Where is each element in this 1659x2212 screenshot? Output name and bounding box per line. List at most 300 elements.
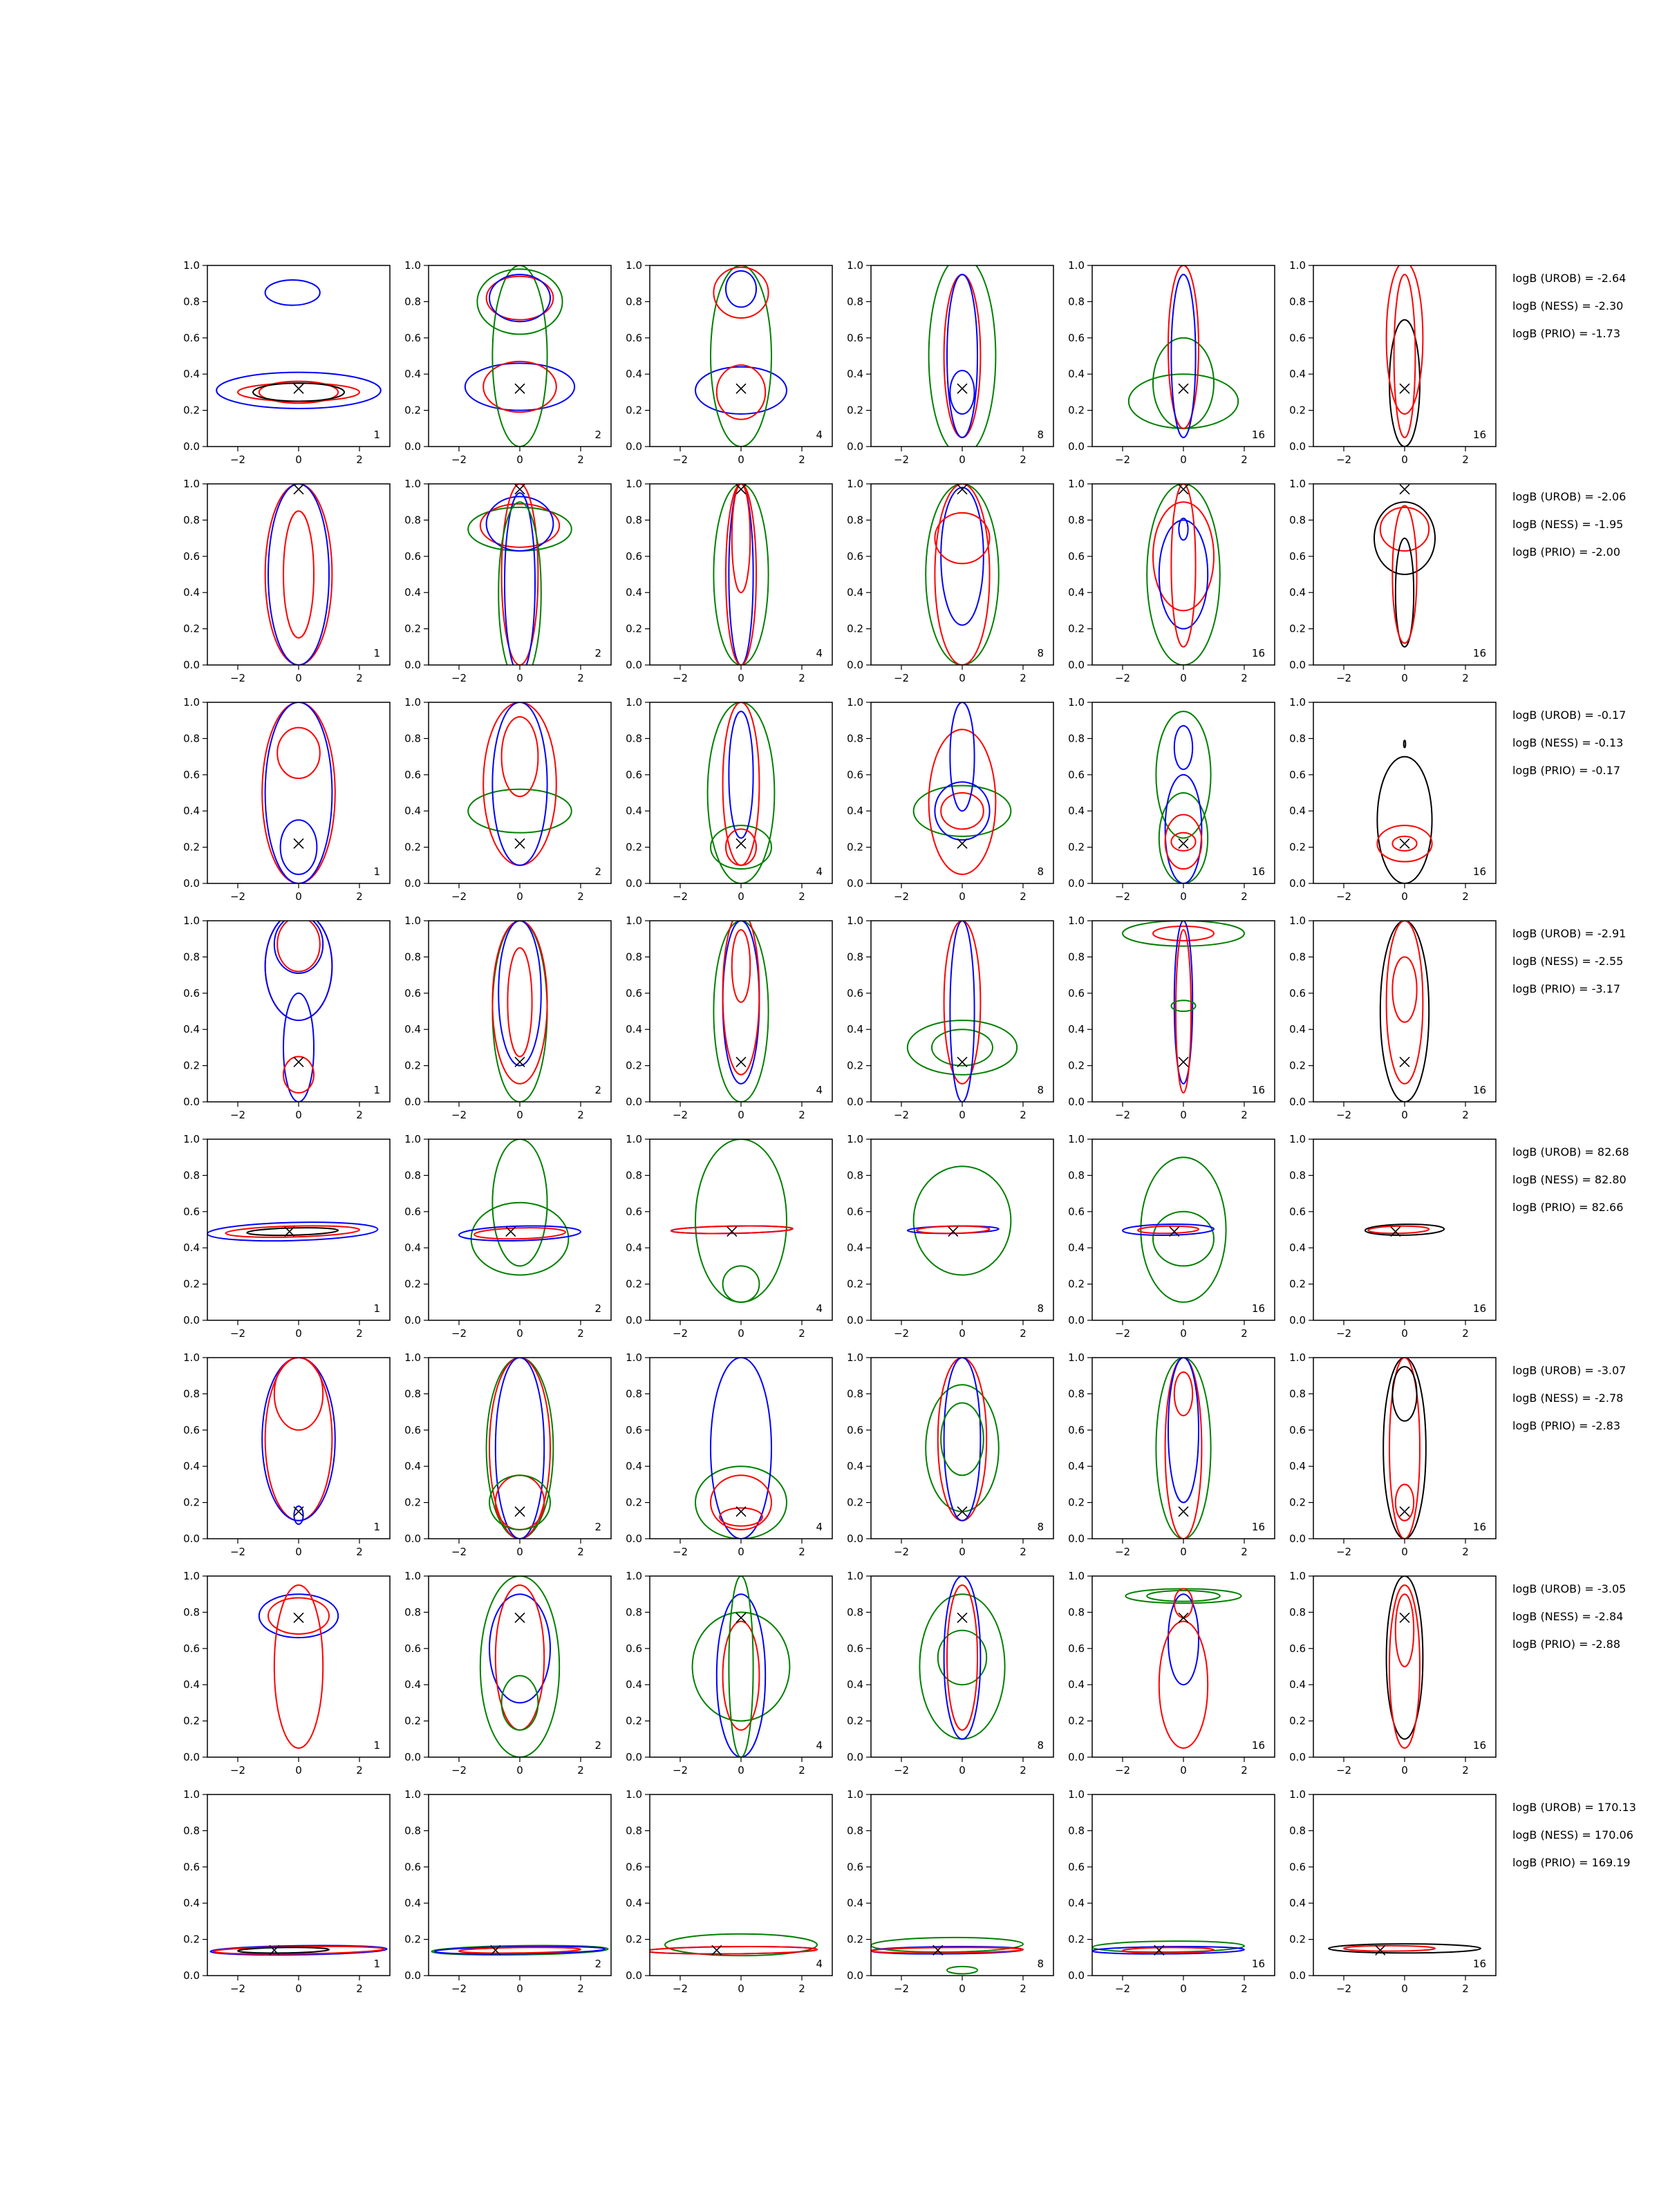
x-tick-label: −2 xyxy=(893,1327,910,1340)
x-tick-label: 2 xyxy=(798,672,805,684)
panel-r7-c5 xyxy=(1068,1570,1275,1777)
y-tick-label: 1.0 xyxy=(1289,1133,1306,1145)
y-tick-label: 0.6 xyxy=(183,1860,200,1873)
panel-count-label: 1 xyxy=(373,429,380,441)
panel-count-label: 16 xyxy=(1472,429,1486,441)
y-tick-label: 0.2 xyxy=(1289,404,1306,417)
red-contour xyxy=(726,484,756,665)
red-contour xyxy=(723,912,760,1075)
y-tick-label: 0.8 xyxy=(1289,1387,1306,1400)
panel-count-label: 1 xyxy=(373,1521,380,1533)
x-tick-label: 2 xyxy=(1020,1327,1027,1340)
true-value-marker xyxy=(948,1227,958,1237)
y-tick-label: 0.2 xyxy=(183,1059,200,1072)
y-tick-label: 0.2 xyxy=(1068,1059,1085,1072)
true-value-marker xyxy=(1400,384,1409,393)
y-tick-label: 0.4 xyxy=(847,586,863,599)
true-value-marker xyxy=(1376,1945,1385,1955)
panel-count-label: 1 xyxy=(373,1084,380,1096)
red-contour xyxy=(274,1358,323,1430)
panel-count-label: 4 xyxy=(816,1739,823,1752)
true-value-marker xyxy=(1179,1507,1188,1517)
logb-label: logB (NESS) = 82.80 xyxy=(1512,1173,1627,1186)
red-contour xyxy=(502,717,538,796)
y-tick-label: 0.2 xyxy=(1068,1496,1085,1509)
contour-group xyxy=(908,1166,1011,1275)
x-tick-label: −2 xyxy=(1114,1109,1131,1121)
y-tick-label: 0.6 xyxy=(1068,1860,1085,1873)
y-tick-label: 0.6 xyxy=(626,1423,642,1436)
x-tick-label: 2 xyxy=(798,453,805,466)
blue-contour xyxy=(1123,1224,1214,1236)
x-tick-label: 0 xyxy=(295,453,302,466)
y-tick-label: 0.0 xyxy=(1068,1533,1085,1545)
green-contour xyxy=(1147,1591,1220,1602)
y-tick-label: 0.0 xyxy=(847,659,863,671)
blue-contour xyxy=(1168,1358,1199,1503)
red-contour xyxy=(720,1508,762,1526)
y-tick-label: 0.8 xyxy=(1068,1824,1085,1837)
y-tick-label: 0.6 xyxy=(404,768,421,781)
contour-group xyxy=(262,702,335,883)
true-value-marker xyxy=(1400,1613,1409,1622)
y-tick-label: 0.0 xyxy=(1289,1314,1306,1327)
y-tick-label: 0.6 xyxy=(626,1860,642,1873)
y-tick-label: 1.0 xyxy=(183,478,200,490)
panel-count-label: 8 xyxy=(1037,1958,1044,1970)
panel-r6-c1 xyxy=(183,1351,390,1558)
panel-r2-c5 xyxy=(1068,478,1275,684)
y-tick-label: 0.0 xyxy=(183,1533,200,1545)
contour-group xyxy=(1156,711,1210,883)
x-tick-label: −2 xyxy=(1335,453,1352,466)
y-tick-label: 0.6 xyxy=(626,331,642,344)
x-tick-label: 2 xyxy=(356,890,363,903)
x-tick-label: −2 xyxy=(229,890,246,903)
y-tick-label: 1.0 xyxy=(847,696,863,709)
y-tick-label: 0.0 xyxy=(626,1314,642,1327)
contour-group xyxy=(1329,1944,1481,1953)
y-tick-label: 0.8 xyxy=(847,732,863,745)
logb-label: logB (PRIO) = -2.00 xyxy=(1512,545,1620,559)
y-tick-label: 0.8 xyxy=(626,514,642,527)
panel-count-label: 1 xyxy=(373,1958,380,1970)
y-tick-label: 0.6 xyxy=(1068,331,1085,344)
y-tick-label: 1.0 xyxy=(1289,1570,1306,1582)
green-contour xyxy=(723,1266,760,1302)
y-tick-label: 0.0 xyxy=(1068,877,1085,890)
y-tick-label: 0.0 xyxy=(183,1314,200,1327)
logb-label: logB (PRIO) = -2.88 xyxy=(1512,1638,1620,1651)
y-tick-label: 0.6 xyxy=(1068,1423,1085,1436)
panel-r1-c3 xyxy=(626,259,832,466)
y-tick-label: 0.8 xyxy=(404,732,421,745)
y-tick-label: 0.6 xyxy=(1068,986,1085,1000)
blue-contour xyxy=(1159,520,1208,628)
x-tick-label: 0 xyxy=(738,1109,744,1121)
x-tick-label: 2 xyxy=(798,1546,805,1558)
y-tick-label: 0.8 xyxy=(1068,950,1085,964)
blue-contour xyxy=(207,1220,378,1243)
panel-r2-c1 xyxy=(183,478,390,684)
y-tick-label: 0.8 xyxy=(1289,950,1306,964)
y-tick-label: 1.0 xyxy=(404,259,421,272)
y-tick-label: 0.8 xyxy=(847,1606,863,1619)
panel-r7-c2 xyxy=(404,1570,611,1777)
x-tick-label: 2 xyxy=(1241,1983,1248,1995)
red-contour xyxy=(1387,262,1423,414)
x-tick-label: 0 xyxy=(1180,453,1187,466)
x-tick-label: 2 xyxy=(356,672,363,684)
x-tick-label: 2 xyxy=(356,1546,363,1558)
x-tick-label: 2 xyxy=(1462,890,1469,903)
x-tick-label: −2 xyxy=(1114,890,1131,903)
y-tick-label: 0.6 xyxy=(183,550,200,563)
panel-count-label: 16 xyxy=(1251,1958,1265,1970)
blue-contour xyxy=(950,371,974,414)
panel-count-label: 16 xyxy=(1472,1521,1486,1533)
red-contour xyxy=(726,829,756,865)
y-tick-label: 1.0 xyxy=(183,696,200,709)
y-tick-label: 1.0 xyxy=(404,1351,421,1364)
panel-r5-c2 xyxy=(404,1133,611,1340)
true-value-marker xyxy=(294,485,303,494)
logb-label: logB (NESS) = -2.84 xyxy=(1512,1610,1624,1623)
panel-r8-c3 xyxy=(626,1788,832,1995)
true-value-marker xyxy=(515,838,525,848)
red-contour xyxy=(483,702,556,865)
true-value-marker xyxy=(294,838,303,848)
y-tick-label: 0.0 xyxy=(1068,1096,1085,1108)
x-tick-label: 0 xyxy=(1401,1327,1408,1340)
y-tick-label: 0.0 xyxy=(183,440,200,453)
y-tick-label: 0.8 xyxy=(183,1169,200,1182)
y-tick-label: 0.8 xyxy=(1289,1824,1306,1837)
x-tick-label: 0 xyxy=(1401,672,1408,684)
panel-r2-c6 xyxy=(1289,478,1496,684)
panel-count-label: 16 xyxy=(1472,865,1486,878)
panel-count-label: 16 xyxy=(1251,647,1265,659)
x-tick-label: 2 xyxy=(1241,1109,1248,1121)
red-contour xyxy=(283,511,314,637)
y-tick-label: 1.0 xyxy=(183,915,200,927)
blue-contour xyxy=(1165,775,1202,883)
y-tick-label: 0.8 xyxy=(626,732,642,745)
y-tick-label: 0.2 xyxy=(183,622,200,635)
red-contour xyxy=(496,1585,544,1730)
x-tick-label: 0 xyxy=(959,1327,966,1340)
y-tick-label: 0.0 xyxy=(847,1751,863,1763)
axes-frame xyxy=(429,265,611,447)
y-tick-label: 0.0 xyxy=(626,659,642,671)
y-tick-label: 0.0 xyxy=(1289,1533,1306,1545)
y-tick-label: 0.6 xyxy=(404,1860,421,1873)
y-tick-label: 0.2 xyxy=(404,841,421,854)
y-tick-label: 0.0 xyxy=(404,1533,421,1545)
contour-group xyxy=(480,1576,559,1757)
red-contour xyxy=(1396,1484,1414,1520)
y-tick-label: 0.6 xyxy=(626,1642,642,1655)
red-contour xyxy=(1392,957,1416,1022)
x-tick-label: 0 xyxy=(1401,453,1408,466)
blue-contour xyxy=(1174,726,1192,769)
axes-frame xyxy=(207,265,390,447)
y-tick-label: 0.6 xyxy=(1289,1642,1306,1655)
x-tick-label: 2 xyxy=(577,1546,584,1558)
y-tick-label: 0.0 xyxy=(1068,1314,1085,1327)
panel-r6-c6 xyxy=(1289,1351,1496,1558)
x-tick-label: 0 xyxy=(738,1983,744,1995)
panel-r5-c1 xyxy=(183,1133,390,1340)
y-tick-label: 0.4 xyxy=(404,1241,421,1255)
black-contour xyxy=(1404,740,1406,747)
x-tick-label: 2 xyxy=(356,453,363,466)
x-tick-label: −2 xyxy=(672,1546,688,1558)
y-tick-label: 0.0 xyxy=(626,1096,642,1108)
y-tick-label: 0.4 xyxy=(626,586,642,599)
y-tick-label: 0.6 xyxy=(1068,1205,1085,1218)
x-tick-label: −2 xyxy=(672,890,688,903)
y-tick-label: 0.8 xyxy=(404,950,421,964)
y-tick-label: 0.8 xyxy=(183,1606,200,1619)
y-tick-label: 0.4 xyxy=(1289,1460,1306,1473)
panel-r4-c1 xyxy=(183,912,390,1121)
y-tick-label: 0.0 xyxy=(183,1969,200,1982)
logb-label: logB (UROB) = -2.06 xyxy=(1512,490,1627,503)
y-tick-label: 0.2 xyxy=(847,841,863,854)
axes-frame xyxy=(650,484,832,665)
blue-contour xyxy=(726,271,756,307)
green-contour xyxy=(929,256,996,456)
true-value-marker xyxy=(515,1613,525,1622)
contour-group xyxy=(647,1934,817,1956)
axes-frame xyxy=(429,702,611,883)
y-tick-label: 0.2 xyxy=(1289,1277,1306,1291)
true-value-marker xyxy=(294,1057,303,1067)
panel-r2-c4 xyxy=(847,478,1053,684)
red-contour xyxy=(1171,484,1195,647)
green-contour xyxy=(914,1166,1011,1275)
contour-group xyxy=(1123,1157,1226,1302)
x-tick-label: −2 xyxy=(672,1983,688,1995)
x-tick-label: 0 xyxy=(959,453,966,466)
y-tick-label: 0.8 xyxy=(1068,295,1085,308)
red-contour xyxy=(1171,833,1195,851)
y-tick-label: 0.6 xyxy=(183,1423,200,1436)
panel-r5-c4 xyxy=(847,1133,1053,1340)
x-tick-label: −2 xyxy=(451,1327,467,1340)
blue-contour xyxy=(695,367,787,414)
y-tick-label: 0.2 xyxy=(183,404,200,417)
x-tick-label: −2 xyxy=(451,1109,467,1121)
y-tick-label: 0.0 xyxy=(626,440,642,453)
y-tick-label: 0.0 xyxy=(183,1096,200,1108)
contour-group xyxy=(1387,1576,1423,1748)
red-contour xyxy=(1380,507,1429,551)
panel-count-label: 16 xyxy=(1251,1084,1265,1096)
x-tick-label: 0 xyxy=(1401,890,1408,903)
y-tick-label: 0.2 xyxy=(183,1496,200,1509)
y-tick-label: 0.0 xyxy=(626,1533,642,1545)
axes-frame xyxy=(1313,265,1496,447)
y-tick-label: 0.4 xyxy=(847,368,863,381)
y-tick-label: 1.0 xyxy=(404,1788,421,1801)
x-tick-label: 2 xyxy=(1462,1327,1469,1340)
y-tick-label: 0.8 xyxy=(1068,1387,1085,1400)
y-tick-label: 0.2 xyxy=(626,1496,642,1509)
x-tick-label: −2 xyxy=(451,672,467,684)
x-tick-label: 2 xyxy=(1020,1546,1027,1558)
x-tick-label: 0 xyxy=(1401,1546,1408,1558)
x-tick-label: −2 xyxy=(451,890,467,903)
red-contour xyxy=(711,1475,771,1530)
y-tick-label: 0.4 xyxy=(404,1460,421,1473)
y-tick-label: 0.6 xyxy=(404,1423,421,1436)
blue-contour xyxy=(281,820,317,874)
y-tick-label: 1.0 xyxy=(626,696,642,709)
y-tick-label: 0.6 xyxy=(847,1860,863,1873)
axes-frame xyxy=(207,1576,390,1757)
blue-contour xyxy=(729,711,753,838)
y-tick-label: 0.2 xyxy=(404,404,421,417)
blue-contour xyxy=(505,493,535,674)
red-contour xyxy=(1174,1372,1192,1416)
y-tick-label: 1.0 xyxy=(847,1570,863,1582)
blue-contour xyxy=(947,274,977,438)
x-tick-label: 0 xyxy=(1180,890,1187,903)
y-tick-label: 0.8 xyxy=(1289,732,1306,745)
x-tick-label: 0 xyxy=(295,1327,302,1340)
y-tick-label: 0.8 xyxy=(626,1387,642,1400)
green-contour xyxy=(932,1029,993,1065)
x-tick-label: 0 xyxy=(1180,672,1187,684)
red-contour xyxy=(492,921,547,1084)
blue-contour xyxy=(1168,1594,1199,1685)
x-tick-label: 0 xyxy=(1180,1109,1187,1121)
x-tick-label: 2 xyxy=(356,1327,363,1340)
x-tick-label: 0 xyxy=(295,1109,302,1121)
contour-group xyxy=(492,921,547,1102)
y-tick-label: 0.6 xyxy=(1289,1205,1306,1218)
y-tick-label: 0.8 xyxy=(1289,295,1306,308)
blue-contour xyxy=(283,993,314,1102)
y-tick-label: 0.0 xyxy=(1068,1751,1085,1763)
y-tick-label: 0.8 xyxy=(847,1387,863,1400)
panel-count-label: 1 xyxy=(373,1739,380,1752)
y-tick-label: 0.8 xyxy=(626,295,642,308)
y-tick-label: 1.0 xyxy=(1289,696,1306,709)
x-tick-label: 0 xyxy=(738,453,744,466)
panel-count-label: 2 xyxy=(594,1958,601,1970)
panel-count-label: 8 xyxy=(1037,1521,1044,1533)
y-tick-label: 1.0 xyxy=(404,478,421,490)
y-tick-label: 0.8 xyxy=(847,295,863,308)
y-tick-label: 0.0 xyxy=(847,877,863,890)
contour-group xyxy=(926,484,999,665)
x-tick-label: 2 xyxy=(1020,453,1027,466)
y-tick-label: 0.6 xyxy=(1289,986,1306,1000)
panel-count-label: 2 xyxy=(594,1521,601,1533)
y-tick-label: 0.0 xyxy=(626,1751,642,1763)
y-tick-label: 1.0 xyxy=(847,1351,863,1364)
x-tick-label: −2 xyxy=(1114,1546,1131,1558)
logb-label: logB (UROB) = -2.91 xyxy=(1512,927,1627,940)
y-tick-label: 1.0 xyxy=(404,1133,421,1145)
y-tick-label: 0.8 xyxy=(626,1606,642,1619)
y-tick-label: 0.4 xyxy=(847,1241,863,1255)
panel-count-label: 2 xyxy=(594,1084,601,1096)
y-tick-label: 0.6 xyxy=(1289,768,1306,781)
x-tick-label: 0 xyxy=(959,1109,966,1121)
y-tick-label: 0.6 xyxy=(404,986,421,1000)
y-tick-label: 0.8 xyxy=(626,1169,642,1182)
x-tick-label: −2 xyxy=(1114,672,1131,684)
blue-contour xyxy=(1179,518,1188,540)
red-contour xyxy=(732,930,750,1002)
axes-frame xyxy=(650,702,832,883)
x-tick-label: 0 xyxy=(295,672,302,684)
y-tick-label: 1.0 xyxy=(626,1133,642,1145)
panel-r2-c2 xyxy=(404,478,611,684)
y-tick-label: 0.0 xyxy=(183,877,200,890)
y-tick-label: 0.6 xyxy=(847,1642,863,1655)
x-tick-label: 0 xyxy=(959,672,966,684)
y-tick-label: 0.4 xyxy=(183,1460,200,1473)
blue-contour xyxy=(259,1594,338,1638)
x-tick-label: −2 xyxy=(1335,1327,1352,1340)
x-tick-label: −2 xyxy=(229,453,246,466)
y-tick-label: 0.6 xyxy=(1289,1860,1306,1873)
contour-group xyxy=(1147,484,1220,665)
panel-r4-c2 xyxy=(404,915,611,1121)
y-tick-label: 0.0 xyxy=(404,1969,421,1982)
axes-frame xyxy=(1092,265,1275,447)
panel-r3-c5 xyxy=(1068,696,1275,903)
logb-label: logB (UROB) = -3.05 xyxy=(1512,1582,1627,1595)
x-tick-label: −2 xyxy=(1335,1109,1352,1121)
y-tick-label: 0.0 xyxy=(847,1314,863,1327)
true-value-marker xyxy=(1400,485,1409,494)
y-tick-label: 0.4 xyxy=(847,1897,863,1910)
y-tick-label: 0.2 xyxy=(1289,1933,1306,1946)
panel-count-label: 2 xyxy=(594,865,601,878)
y-tick-label: 1.0 xyxy=(404,1570,421,1582)
blue-contour xyxy=(262,1358,335,1521)
x-tick-label: −2 xyxy=(1335,1983,1352,1995)
black-contour xyxy=(1392,1367,1416,1421)
panel-r1-c6 xyxy=(1289,259,1496,466)
x-tick-label: −2 xyxy=(451,453,467,466)
logb-label: logB (UROB) = 82.68 xyxy=(1512,1145,1629,1159)
x-tick-label: 2 xyxy=(577,1327,584,1340)
panel-count-label: 16 xyxy=(1472,647,1486,659)
y-tick-label: 1.0 xyxy=(1289,1788,1306,1801)
x-tick-label: −2 xyxy=(1114,1764,1131,1777)
x-tick-label: 0 xyxy=(738,890,744,903)
contour-group xyxy=(693,1576,790,1757)
x-tick-label: 2 xyxy=(1020,1764,1027,1777)
y-tick-label: 0.4 xyxy=(1068,1678,1085,1691)
panel-r8-c6 xyxy=(1289,1788,1496,1995)
y-tick-label: 0.8 xyxy=(1068,514,1085,527)
contour-group xyxy=(465,265,574,447)
x-tick-label: −2 xyxy=(229,1983,246,1995)
contour-group xyxy=(695,265,787,447)
blue-contour xyxy=(265,280,320,306)
red-contour xyxy=(1168,265,1199,429)
y-tick-label: 0.6 xyxy=(183,986,200,1000)
blue-contour xyxy=(941,487,984,625)
